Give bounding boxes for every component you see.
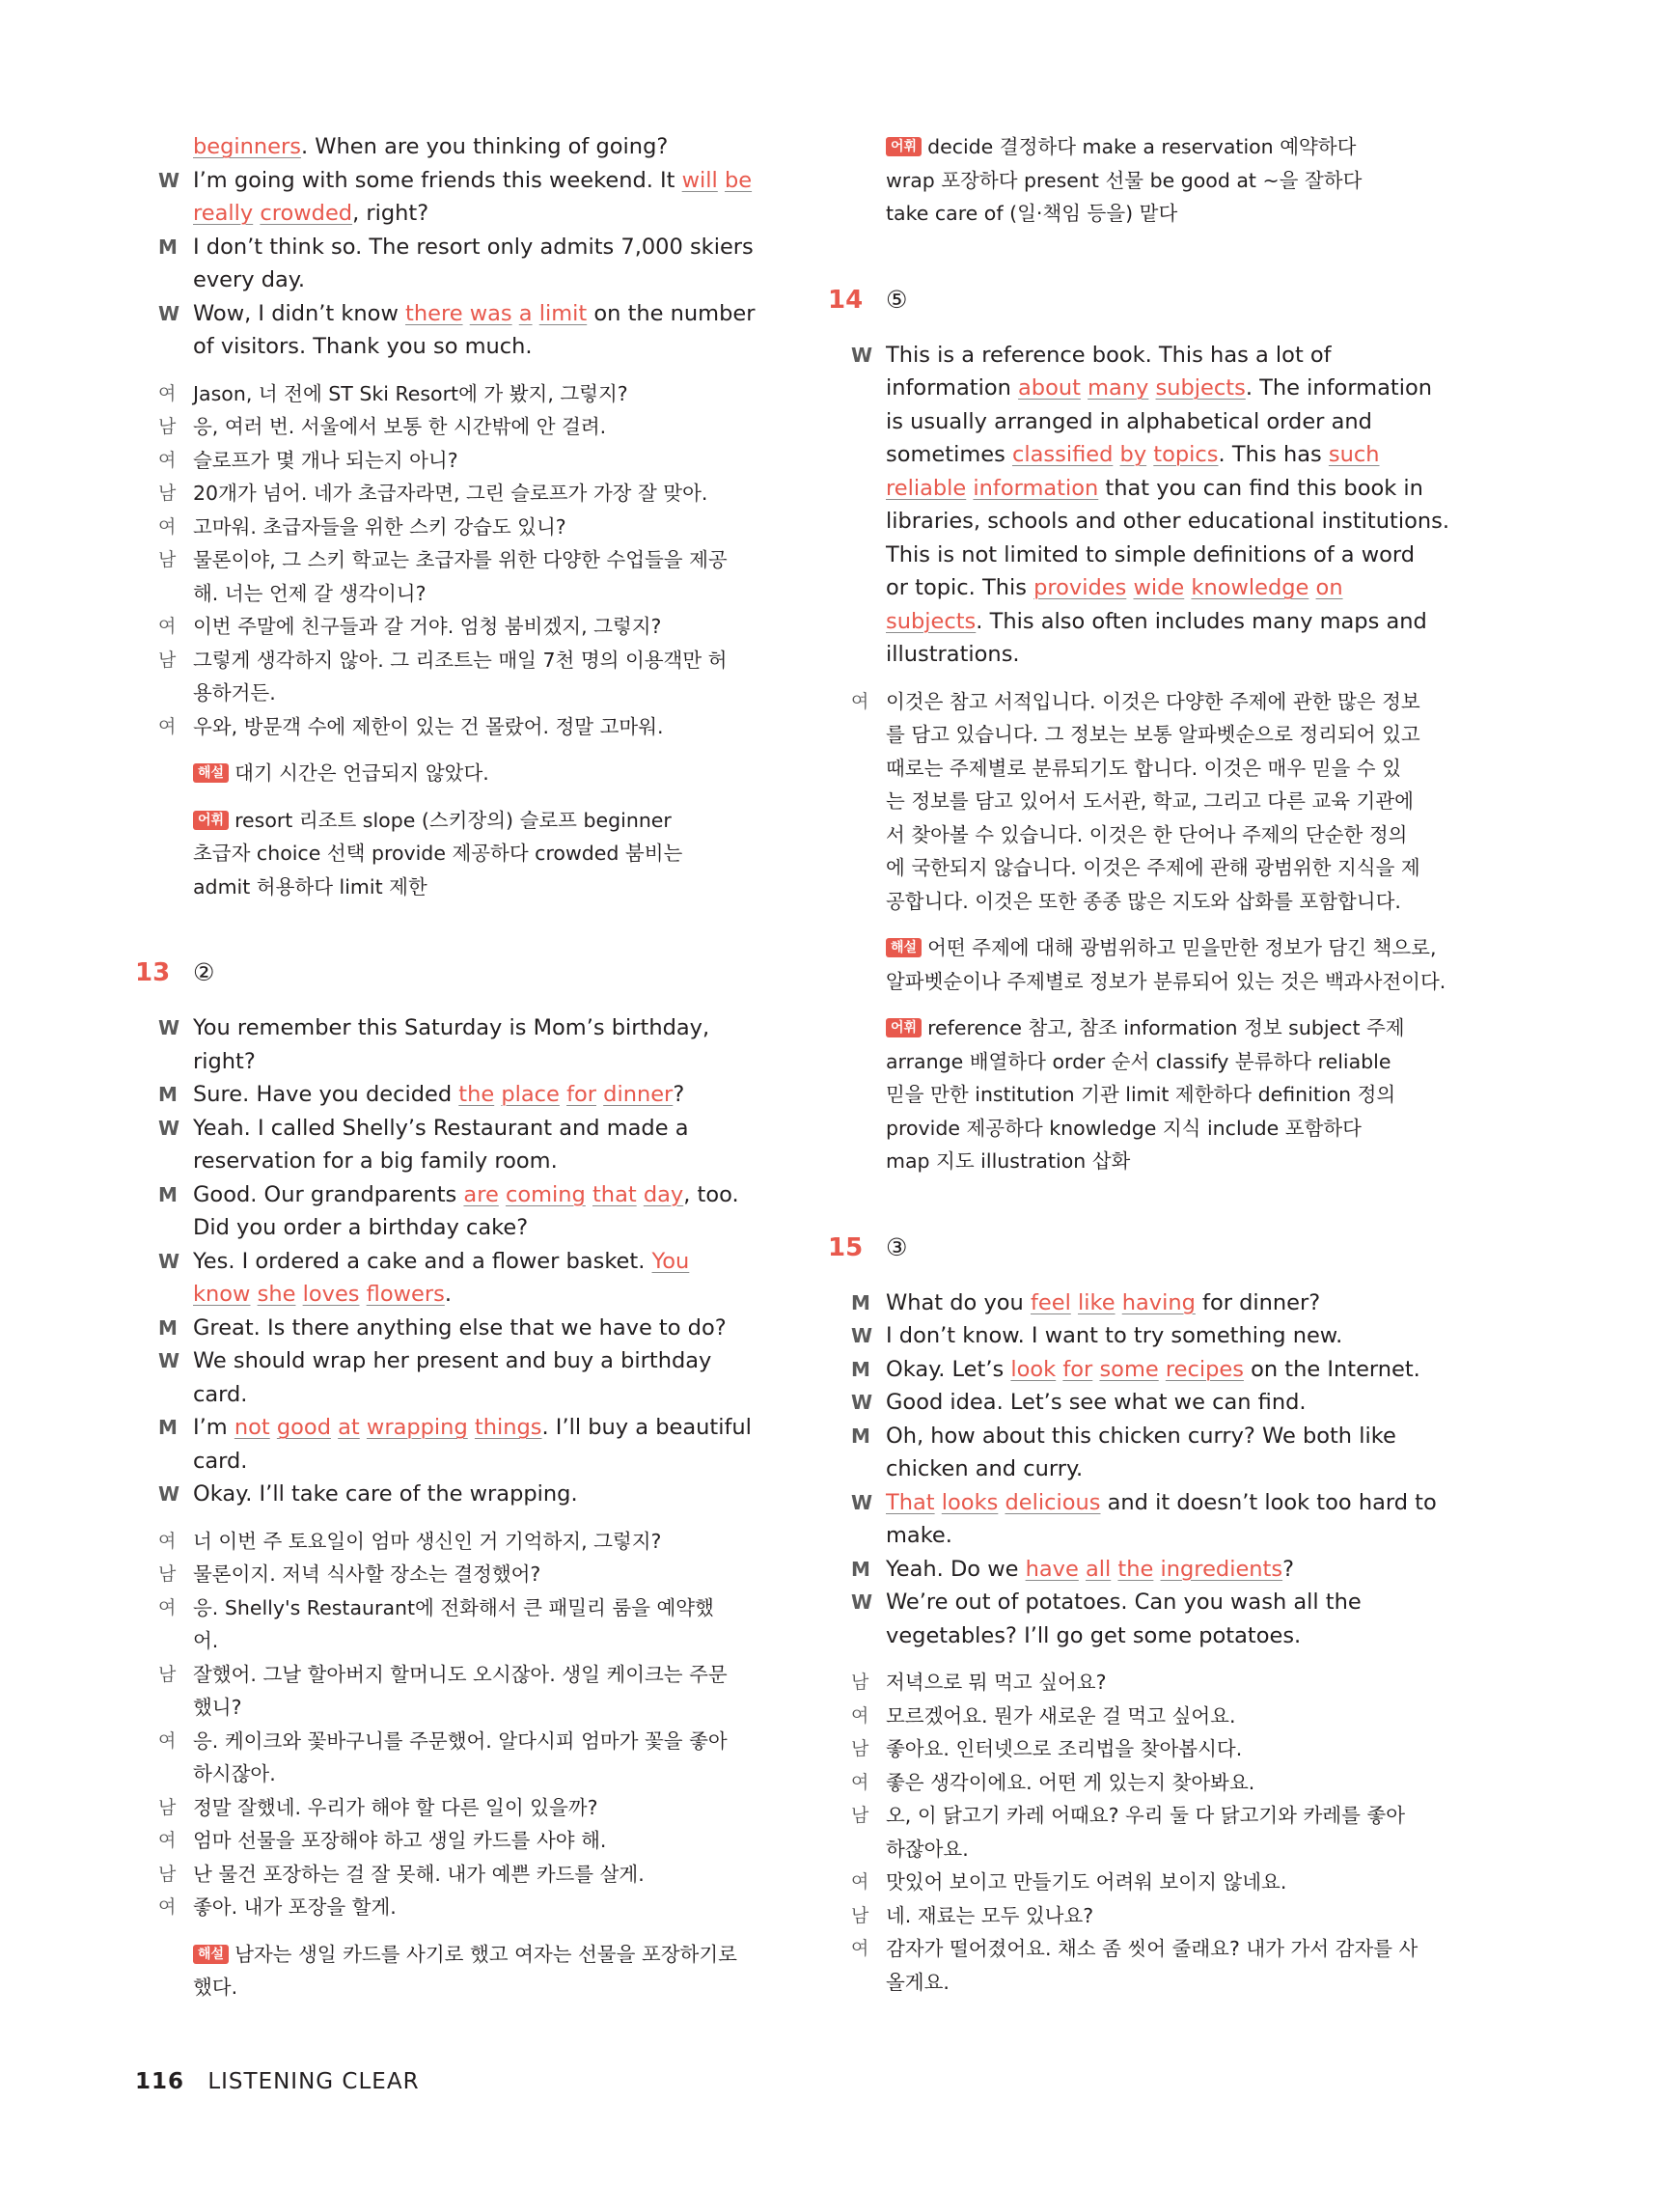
vocabulary-q12 [193, 804, 782, 904]
note-line: 어휘 reference 참고, 참조 information 정보 subject 주제 [886, 1011, 1484, 1045]
highlighted-phrase: having [1121, 1289, 1196, 1315]
vocabulary-q14 [886, 1011, 1484, 1178]
highlighted-phrase: a [518, 300, 533, 326]
speaker-label: M [851, 1557, 870, 1581]
speaker-label: 남 [158, 483, 177, 504]
highlighted-phrase: that [592, 1181, 637, 1207]
note-line: map 지도 illustration 삽화 [886, 1149, 1131, 1173]
note-line: admit 허용하다 limit 제한 [193, 874, 427, 899]
section-badge: 해설 [193, 763, 229, 783]
highlighted-phrase: not [234, 1415, 270, 1440]
note-line: 어휘 decide 결정하다 make a reservation 예약하다 [886, 130, 1484, 164]
speaker-label: M [851, 1424, 870, 1448]
translation-line: 남 그렇게 생각하지 않아. 그 리조트는 매일 7천 명의 이용객만 허 [193, 644, 782, 677]
highlighted-phrase: by [1119, 442, 1147, 467]
dialogue-line: W You remember this Saturday is Mom’s birthday, [193, 1011, 782, 1045]
highlighted-phrase: knowledge [1191, 575, 1309, 600]
translation-line: 남 물론이야, 그 스키 학교는 초급자를 위한 다양한 수업들을 제공 [193, 543, 782, 577]
speaker-label: W [158, 1349, 180, 1372]
translation-line: 남 잘했어. 그날 할아버지 할머니도 오시잖아. 생일 케이크는 주문 [193, 1658, 782, 1692]
highlighted-phrase: the [458, 1082, 495, 1107]
translation-line: 여 우와, 방문객 수에 제한이 있는 건 몰랐어. 정말 고마워. [193, 710, 782, 744]
dialogue-line: W Good idea. Let’s see what we can find. [886, 1386, 1484, 1420]
highlighted-phrase: such [1328, 442, 1380, 467]
translation-line: 남 정말 잘했네. 우리가 해야 할 다른 일이 있을까? [193, 1791, 782, 1825]
speaker-label: 여 [851, 690, 869, 712]
highlighted-phrase: feel [1030, 1289, 1071, 1315]
dialogue-line: know she loves flowers. [193, 1282, 452, 1307]
highlighted-phrase: at [338, 1415, 360, 1440]
note-line: 해설 대기 시간은 언급되지 않았다. [193, 757, 782, 790]
dialogue-line: M Great. Is there anything else that we have to do? [193, 1312, 782, 1345]
speaker-label: 여 [158, 1830, 177, 1851]
vocabulary-q13 [886, 130, 1484, 231]
highlighted-phrase: things [474, 1415, 542, 1440]
translation-q15 [851, 1666, 1484, 1999]
question-number: 15 [828, 1232, 864, 1262]
highlighted-phrase: will [681, 167, 718, 193]
dialogue-line: M What do you feel like having for dinner? [886, 1286, 1484, 1320]
highlighted-phrase: was [469, 300, 512, 326]
translation-line: 어. [193, 1629, 219, 1652]
dialogue-line: reliable information that you can find this book in [886, 475, 1423, 501]
highlighted-phrase: delicious [1005, 1489, 1101, 1515]
translation-q13 [158, 1525, 782, 1924]
translation-line: 여 Jason, 너 전에 ST Ski Resort에 가 봤지, 그렇지? [193, 377, 782, 411]
translation-line: 남 네. 재료는 모두 있나요? [886, 1899, 1484, 1933]
translation-line: 여 슬로프가 몇 개나 되는지 아니? [193, 444, 782, 478]
dialogue-line: make. [886, 1523, 952, 1548]
highlighted-phrase: good [276, 1415, 331, 1440]
dialogue-line: libraries, schools and other educational institutions. [886, 509, 1449, 534]
highlighted-phrase: information [973, 475, 1099, 501]
note-line: 해설 어떤 주제에 대해 광범위하고 믿을만한 정보가 담긴 책으로, [886, 931, 1484, 965]
translation-line: 여 모르겠어요. 뭔가 새로운 걸 먹고 싶어요. [886, 1700, 1484, 1733]
highlighted-phrase: dinner [603, 1082, 674, 1107]
translation-line: 남 난 물건 포장하는 걸 잘 못해. 내가 예쁜 카드를 살게. [193, 1858, 782, 1892]
highlighted-phrase: coming [505, 1181, 586, 1207]
translation-line: 여 고마워. 초급자들을 위한 스키 강습도 있니? [193, 511, 782, 544]
dialogue-line: reservation for a big family room. [193, 1148, 558, 1174]
dialogue-line: right? [193, 1048, 256, 1074]
dialogue-line: W We’re out of potatoes. Can you wash all the [886, 1586, 1484, 1619]
dialogue-line: M Sure. Have you decided the place for dinner? [193, 1078, 782, 1112]
translation-line: 여 응. Shelly's Restaurant에 전화해서 큰 패밀리 룸을 예약했 [193, 1591, 782, 1625]
answer-circle: ③ [886, 1232, 908, 1261]
dialogue-line: M I don’t think so. The resort only admits 7,000 skiers [193, 231, 782, 264]
speaker-label: W [851, 1324, 873, 1347]
highlighted-phrase: for [1062, 1356, 1093, 1382]
speaker-label: 남 [158, 1663, 177, 1685]
note-line: 어휘 resort 리조트 slope (스키장의) 슬로프 beginner [193, 804, 782, 838]
note-line: 했다. [193, 1976, 238, 1999]
speaker-label: M [158, 1416, 178, 1439]
dialogue-line: W We should wrap her present and buy a birthday [193, 1344, 782, 1378]
highlighted-phrase: know [193, 1282, 251, 1307]
highlighted-phrase: she [257, 1282, 296, 1307]
highlighted-phrase: look [1010, 1356, 1057, 1382]
speaker-label: M [158, 1315, 178, 1340]
speaker-label: W [158, 1482, 180, 1506]
dialogue-line: M Okay. Let’s look for some recipes on the Internet. [886, 1353, 1484, 1387]
highlighted-phrase: wrapping [366, 1415, 468, 1440]
speaker-label: 남 [158, 649, 177, 671]
speaker-label: 여 [158, 1729, 177, 1752]
highlighted-phrase: reliable [886, 475, 967, 501]
highlighted-phrase: there [405, 300, 463, 326]
translation-line: 올게요. [886, 1970, 950, 1994]
highlighted-phrase: You [651, 1248, 690, 1274]
translation-line: 남 좋아요. 인터넷으로 조리법을 찾아봅시다. [886, 1732, 1484, 1766]
dialogue-line: beginners. When are you thinking of going? [193, 134, 669, 159]
speaker-label: M [158, 1182, 178, 1206]
highlighted-phrase: subjects [1155, 375, 1246, 401]
speaker-label: W [851, 1490, 873, 1514]
translation-line: 여 이번 주말에 친구들과 갈 거야. 엄청 붐비겠지, 그렇지? [193, 610, 782, 644]
speaker-label: W [158, 168, 180, 192]
highlighted-phrase: day [643, 1181, 684, 1207]
speaker-label: M [158, 235, 178, 259]
question-14-header [828, 283, 1484, 318]
left-column [135, 130, 782, 2005]
dialogue-line: illustrations. [886, 642, 1020, 667]
dialogue-q12-end [158, 130, 782, 364]
dialogue-line: W I don’t know. I want to try something new. [886, 1319, 1484, 1353]
note-line: take care of (일·책임 등을) 맡다 [886, 202, 1178, 225]
highlighted-phrase: really [193, 201, 254, 226]
translation-line: 남 응, 여러 번. 서울에서 보통 한 시간밖에 안 걸려. [193, 410, 782, 444]
highlighted-phrase: on [1315, 575, 1343, 600]
section-badge: 어휘 [886, 137, 922, 156]
note-line: 믿을 만한 institution 기관 limit 제한하다 definition 정의 [886, 1083, 1396, 1106]
highlighted-phrase: beginners [193, 134, 301, 159]
translation-q12 [158, 377, 782, 744]
page-number: 116 [135, 2069, 185, 2094]
dialogue-line: M Good. Our grandparents are coming that day, too. [193, 1178, 782, 1212]
dialogue-line: card. [193, 1381, 248, 1407]
speaker-label: W [158, 1016, 180, 1039]
right-column [828, 130, 1484, 1999]
section-badge: 어휘 [193, 811, 229, 830]
dialogue-q13 [158, 1011, 782, 1511]
section-badge: 어휘 [886, 1018, 922, 1037]
speaker-label: 여 [158, 382, 177, 404]
dialogue-line: is usually arranged in alphabetical order and [886, 408, 1372, 434]
translation-line: 에 국한되지 않습니다. 이것은 주제에 관해 광범위한 지식을 제 [886, 856, 1420, 879]
speaker-label: 여 [851, 1771, 869, 1793]
highlighted-phrase: place [501, 1082, 560, 1107]
dialogue-line: W That looks delicious and it doesn’t look too hard to [886, 1486, 1484, 1520]
dialogue-line: M Oh, how about this chicken curry? We both like [886, 1420, 1484, 1453]
note-line: provide 제공하다 knowledge 지식 include 포함하다 [886, 1116, 1362, 1140]
dialogue-line: W This is a reference book. This has a lot of [886, 339, 1484, 373]
dialogue-line: or topic. This provides wide knowledge on [886, 575, 1343, 600]
highlighted-phrase: crowded [260, 201, 353, 226]
translation-line: 남 오, 이 닭고기 카레 어때요? 우리 둘 다 닭고기와 카레를 좋아 [886, 1799, 1484, 1833]
dialogue-line: vegetables? I’ll go get some potatoes. [886, 1622, 1302, 1648]
speaker-label: W [158, 1116, 180, 1140]
dialogue-line: really crowded, right? [193, 201, 429, 226]
note-line: wrap 포장하다 present 선물 be good at ~을 잘하다 [886, 168, 1363, 192]
highlighted-phrase: wide [1133, 575, 1185, 600]
book-title: LISTENING CLEAR [207, 2069, 420, 2094]
translation-line: 남 물론이지. 저녁 식사할 장소는 결정했어? [193, 1558, 782, 1591]
speaker-label: 여 [851, 1704, 869, 1727]
speaker-label: M [851, 1357, 870, 1381]
translation-line: 여 너 이번 주 토요일이 엄마 생신인 거 기억하지, 그렇지? [193, 1525, 782, 1559]
speaker-label: 여 [158, 1896, 177, 1918]
dialogue-q15 [851, 1286, 1484, 1653]
translation-line: 는 정보를 담고 있어서 도서관, 학교, 그리고 다른 교육 기관에 [886, 789, 1414, 813]
highlighted-phrase: That [886, 1489, 935, 1515]
dialogue-line: sometimes classified by topics. This has such [886, 442, 1380, 467]
explanation-q13 [193, 1938, 782, 2005]
note-line: 초급자 choice 선택 provide 제공하다 crowded 붐비는 [193, 842, 683, 865]
answer-circle: ② [193, 958, 215, 986]
translation-line: 여 좋아. 내가 포장을 할게. [193, 1891, 782, 1924]
highlighted-phrase: are [463, 1181, 499, 1207]
highlighted-phrase: provides [1033, 575, 1127, 600]
speaker-label: 남 [851, 1672, 869, 1693]
speaker-label: W [851, 1590, 873, 1614]
note-line: arrange 배열하다 order 순서 classify 분류하다 reliable [886, 1049, 1391, 1073]
translation-line: 를 담고 있습니다. 그 정보는 보통 알파벳순으로 정리되어 있고 [886, 723, 1420, 746]
speaker-label: 남 [158, 549, 177, 570]
speaker-label: 여 [851, 1938, 869, 1959]
speaker-label: 여 [851, 1871, 869, 1893]
question-number: 13 [135, 958, 171, 987]
highlighted-phrase: looks [941, 1489, 999, 1515]
dialogue-line: Did you order a birthday cake? [193, 1215, 529, 1240]
highlighted-phrase: for [566, 1082, 596, 1107]
speaker-label: 여 [158, 715, 177, 737]
highlighted-phrase: flowers [366, 1282, 445, 1307]
speaker-label: 남 [158, 416, 177, 437]
highlighted-phrase: have [1025, 1556, 1079, 1582]
translation-line: 용하거든. [193, 681, 276, 705]
speaker-label: 여 [158, 616, 177, 637]
translation-line: 남 20개가 넘어. 네가 초급자라면, 그린 슬로프가 가장 잘 맞아. [193, 477, 782, 511]
dialogue-line: W Wow, I didn’t know there was a limit on the number [193, 297, 782, 331]
translation-line: 공합니다. 이것은 또한 종종 많은 지도와 삽화를 포함합니다. [886, 889, 1401, 913]
translation-line: 했니? [193, 1696, 242, 1719]
highlighted-phrase: be [724, 167, 753, 193]
translation-line: 해. 너는 언제 갈 생각이니? [193, 581, 427, 605]
translation-line: 여 감자가 떨어졌어요. 채소 좀 씻어 줄래요? 내가 가서 감자를 사 [886, 1932, 1484, 1966]
highlighted-phrase: like [1077, 1289, 1115, 1315]
speaker-label: 남 [851, 1738, 869, 1759]
explanation-q14 [886, 931, 1484, 998]
speaker-label: M [851, 1290, 870, 1314]
section-badge: 해설 [193, 1945, 229, 1964]
dialogue-line: information about many subjects. The information [886, 375, 1432, 401]
dialogue-line: subjects. This also often includes many maps and [886, 608, 1427, 634]
translation-line: 여 좋은 생각이에요. 어떤 게 있는지 찾아봐요. [886, 1766, 1484, 1800]
speaker-label: 남 [158, 1563, 177, 1585]
section-badge: 해설 [886, 938, 922, 957]
highlighted-phrase: topics [1153, 442, 1219, 467]
translation-line: 서 찾아볼 수 있습니다. 이것은 한 단어나 주제의 단순한 정의 [886, 822, 1408, 846]
translation-line: 여 응. 케이크와 꽃바구니를 주문했어. 알다시피 엄마가 꽃을 좋아 [193, 1725, 782, 1758]
note-line: 알파벳순이나 주제별로 정보가 분류되어 있는 것은 백과사전이다. [886, 969, 1446, 993]
speaker-label: W [851, 343, 873, 367]
translation-q14 [851, 685, 1484, 919]
page-footer [135, 2067, 420, 2096]
dialogue-line: W I’m going with some friends this weekend. It will be [193, 164, 782, 198]
dialogue-line: W Okay. I’ll take care of the wrapping. [193, 1478, 782, 1511]
monologue-q14 [851, 339, 1484, 672]
highlighted-phrase: all [1085, 1556, 1112, 1582]
question-number: 14 [828, 285, 864, 315]
translation-line: 남 저녁으로 뭐 먹고 싶어요? [886, 1666, 1484, 1700]
answer-circle: ⑤ [886, 285, 908, 314]
dialogue-line: W Yes. I ordered a cake and a flower basket. You [193, 1245, 782, 1279]
highlighted-phrase: subjects [886, 608, 977, 634]
dialogue-line: card. [193, 1448, 248, 1474]
explanation-q12 [193, 757, 782, 790]
speaker-label: 남 [158, 1796, 177, 1818]
question-13-header [135, 955, 782, 990]
highlighted-phrase: about [1018, 375, 1081, 401]
highlighted-phrase: loves [302, 1282, 360, 1307]
dialogue-line: every day. [193, 267, 306, 292]
dialogue-line: chicken and curry. [886, 1456, 1084, 1481]
highlighted-phrase: the [1117, 1556, 1154, 1582]
dialogue-line: M I’m not good at wrapping things. I’ll buy a beautiful [193, 1411, 782, 1445]
translation-line: 여 이것은 참고 서적입니다. 이것은 다양한 주제에 관한 많은 정보 [886, 685, 1484, 719]
speaker-label: W [851, 1391, 873, 1414]
speaker-label: 남 [851, 1904, 869, 1926]
speaker-label: 남 [158, 1863, 177, 1885]
translation-line: 여 엄마 선물을 포장해야 하고 생일 카드를 사야 해. [193, 1824, 782, 1858]
translation-line: 하시잖아. [193, 1762, 276, 1785]
speaker-label: 여 [158, 1530, 177, 1552]
highlighted-phrase: limit [538, 300, 588, 326]
highlighted-phrase: many [1088, 375, 1149, 401]
highlighted-phrase: classified [1011, 442, 1114, 467]
question-15-header [828, 1230, 1484, 1265]
speaker-label: W [158, 301, 180, 325]
dialogue-line: W Yeah. I called Shelly’s Restaurant and made a [193, 1112, 782, 1146]
speaker-label: 남 [851, 1805, 869, 1826]
translation-line: 때로는 주제별로 분류되기도 합니다. 이것은 매우 믿을 수 있 [886, 756, 1401, 780]
speaker-label: M [158, 1083, 178, 1106]
speaker-label: 여 [158, 449, 177, 471]
highlighted-phrase: recipes [1165, 1356, 1244, 1382]
speaker-label: 여 [158, 1596, 177, 1618]
translation-line: 하잖아요. [886, 1837, 969, 1861]
speaker-label: 여 [158, 515, 177, 538]
highlighted-phrase: some [1099, 1356, 1159, 1382]
dialogue-line: M Yeah. Do we have all the ingredients? [886, 1553, 1484, 1587]
dialogue-line: of visitors. Thank you so much. [193, 334, 533, 359]
note-line: 해설 남자는 생일 카드를 사기로 했고 여자는 선물을 포장하기로 [193, 1938, 782, 1972]
highlighted-phrase: ingredients [1160, 1556, 1283, 1582]
dialogue-line: This is not limited to simple definitions of a word [886, 541, 1416, 567]
speaker-label: W [158, 1249, 180, 1273]
translation-line: 여 맛있어 보이고 만들기도 어려워 보이지 않네요. [886, 1866, 1484, 1899]
